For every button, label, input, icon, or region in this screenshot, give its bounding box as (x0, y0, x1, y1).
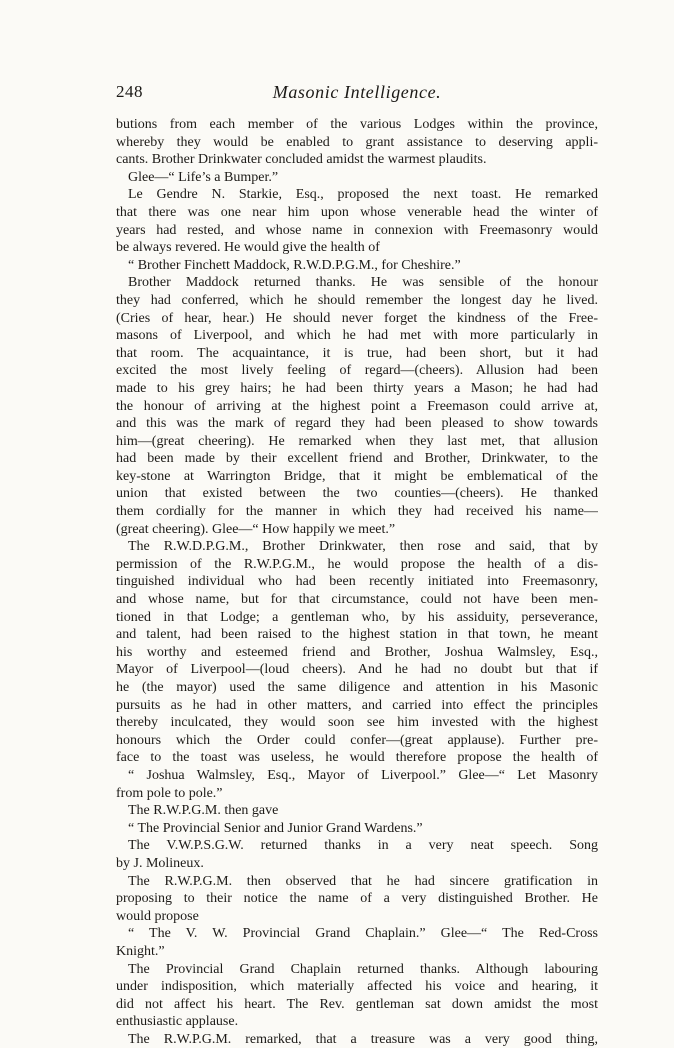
text-line: “ The Provincial Senior and Junior Grand Wardens.” (128, 820, 423, 836)
text-line: honours which the Order could confer—(great applause). Further pre- (116, 732, 598, 748)
text-line: The V.W.P.S.G.W. returned thanks in a very neat speech. Song (128, 838, 598, 854)
text-line: and this was the mark of regard they had been pleased to show towards (116, 416, 598, 432)
text-line: that room. The acquaintance, it is true, had been short, but it had (116, 345, 598, 361)
text-line: excited the most lively feeling of regard—(cheers). Allusion had been (116, 363, 598, 379)
text-line: Knight.” (116, 943, 165, 959)
text-line: would propose (116, 908, 199, 924)
text-line: key-stone at Warrington Bridge, that it might be emblematical of the (116, 468, 598, 484)
text-line: by J. Molineux. (116, 855, 204, 871)
text-line: pursuits as he had in other matters, and carried into effect the principles (116, 697, 598, 713)
text-line: whereby they would be enabled to grant assistance to deserving appli- (116, 134, 598, 150)
text-line: “ Joshua Walmsley, Esq., Mayor of Liverpool.” Glee—“ Let Masonry (128, 767, 598, 783)
text-line: them cordially for the manner in which they had received his name— (116, 504, 598, 520)
text-line: that there was one near him upon whose venerable head the winter of (116, 204, 598, 220)
text-line: cants. Brother Drinkwater concluded amidst the warmest plaudits. (116, 152, 487, 168)
text-line: The R.W.P.G.M. then gave (128, 803, 279, 819)
text-line: (great cheering). Glee—“ How happily we meet.” (116, 521, 396, 537)
text-line: Le Gendre N. Starkie, Esq., proposed the next toast. He remarked (128, 187, 598, 203)
page-header (116, 82, 598, 106)
text-line: be always revered. He would give the health of (116, 240, 380, 256)
text-line: the honour of arriving at the highest point a Freemason could arrive at, (116, 398, 598, 414)
text-line: permission of the R.W.P.G.M., he would propose the health of a dis- (116, 556, 598, 572)
text-line: enthusiastic applause. (116, 1014, 239, 1030)
text-line: he (the mayor) used the same diligence and attention in his Masonic (116, 680, 598, 695)
text-line: butions from each member of the various Lodges within the province, (116, 117, 598, 132)
text-line: The R.W.P.G.M. then observed that he had sincere gratification in (128, 873, 598, 889)
text-line: face to the toast was useless, he would therefore propose the health of (116, 750, 598, 766)
text-line: did not affect his heart. The Rev. gentleman sat down amidst the most (116, 996, 598, 1012)
text-line: his worthy and esteemed friend and Brother, Joshua Walmsley, Esq., (116, 644, 598, 660)
page-number: 248 (116, 82, 143, 101)
text-line: “ The V. W. Provincial Grand Chaplain.” Glee—“ The Red-Cross (128, 926, 598, 942)
text-line: and talent, had been raised to the highest station in that town, he meant (116, 627, 598, 643)
running-title: Masonic Intelligence. (272, 82, 442, 102)
text-line: from pole to pole.” (116, 785, 223, 801)
text-line: Glee—“ Life’s a Bumper.” (128, 169, 279, 185)
text-line: and whose name, but for that circumstance, could not have been men- (116, 592, 598, 608)
text-line: under indisposition, which materially affected his voice and hearing, it (116, 979, 598, 995)
text-line: they had conferred, which he should remember the longest day he lived. (116, 292, 598, 308)
text-line: Mayor of Liverpool—(loud cheers). And he had no doubt but that if (116, 662, 598, 678)
text-line: tinguished individual who had been recently initiated into Freemasonry, (116, 574, 598, 590)
text-line: had been made by their excellent friend and Brother, Drinkwater, to the (116, 451, 598, 467)
text-line: (Cries of hear, hear.) He should never forget the kindness of the Free- (116, 310, 598, 326)
text-line: The R.W.P.G.M. remarked, that a treasure was a very good thing, (128, 1031, 598, 1047)
text-line: tioned in that Lodge; a gentleman who, by his assiduity, perseverance, (116, 609, 598, 625)
text-line: made to his grey hairs; he had been thirty years a Mason; he had had (116, 380, 598, 396)
article-body (116, 116, 598, 1048)
text-line: The Provincial Grand Chaplain returned thanks. Although labouring (128, 961, 598, 977)
text-line: union that existed between the two counties—(cheers). He thanked (116, 486, 598, 502)
text-line: masons of Liverpool, and which he had met with more particularly in (116, 328, 598, 344)
text-line: years had rested, and whose name in connexion with Freemasonry would (116, 222, 598, 238)
text-line: The R.W.D.P.G.M., Brother Drinkwater, then rose and said, that by (128, 539, 598, 555)
text-line: Brother Maddock returned thanks. He was sensible of the honour (128, 275, 598, 291)
text-line: him—(great cheering). He remarked when they last met, that allusion (116, 433, 598, 449)
text-line: “ Brother Finchett Maddock, R.W.D.P.G.M., for Cheshire.” (128, 257, 461, 273)
text-line: thereby inculcated, they would soon see him invested with the highest (116, 715, 598, 731)
text-line: proposing to their notice the name of a very distinguished Brother. He (116, 891, 598, 907)
